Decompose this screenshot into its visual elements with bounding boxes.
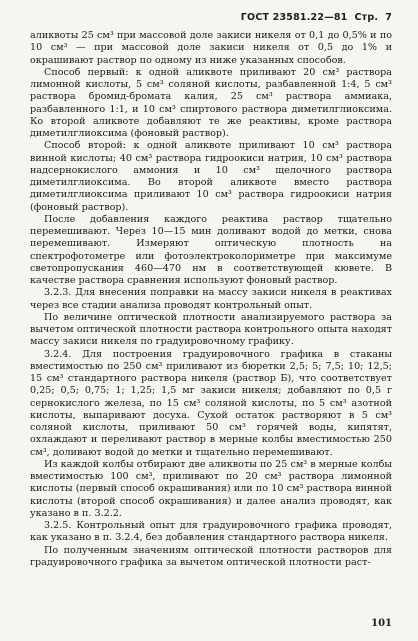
paragraph: 3.2.3. Для внесения поправки на массу закиси никеля в реактивах через все стадии анализа проводят контрольный опыт. (30, 287, 392, 311)
paragraph: По полученным значениям оптической плотности растворов для градуировочного графика за вычетом оптической плотности раст- (30, 544, 392, 568)
paragraph: 3.2.4. Для построения градуировочного графика в стаканы вместимостью по 250 см³ приливают из бюретки 2,5; 5; 7,5; 10; 12,5; 15 см³ стандартного раствора никеля (раствор Б), что соответствует 0,25; 0,5; 0,75; 1; 1,25; 1,5 мг закиси никеля; добавляют по 0,5 г сернокислого железа, по 15 см³ соляной кислоты, по 5 см³ азотной кислоты, выпаривают досуха. Сухой остаток растворяют в 5 см³ соляной кислоты, приливают 50 см³ горячей воды, кипятят, охлаждают и переливают раствор в мерные колбы вместимостью 250 см³, доливают водой до метки и тщательно перемешивают. (30, 348, 392, 458)
header-page-number: 7 (385, 12, 392, 23)
page-number: 101 (371, 618, 392, 629)
paragraph: 3.2.5. Контрольный опыт для градуировочного графика проводят, как указано в п. 3.2.4, без добавления стандартного раствора никеля. (30, 520, 392, 544)
paragraph: По величине оптической плотности анализируемого раствора за вычетом оптической плотности раствора контрольного опыта находят массу закиси никеля по градуировочному графику. (30, 311, 392, 348)
paragraph: Способ первый: к одной аликвоте приливают 20 см³ раствора лимонной кислоты, 5 см³ соляной кислоты, разбавленной 1:4, 5 см³ раствора бромид-бромата калия, 25 см³ раствора аммиака, разбавленного 1:1, и 10 см³ спиртового раствора диметилглиоксима. Ко второй аликвоте добавляют те же реактивы, кроме раствора диметилглиоксима (фоновый раствор). (30, 66, 392, 139)
standard-number: ГОСТ 23581.22—81 (240, 12, 348, 23)
document-body (30, 30, 392, 569)
page-header (30, 12, 392, 23)
paragraph: Из каждой колбы отбирают две аликвоты по 25 см³ в мерные колбы вместимостью 100 см³, приливают по 20 см³ раствора лимонной кислоты (первый способ окрашивания) или по 10 см³ раствора винной кислоты (второй способ окрашивания) и далее анализ проводят, как указано в п. 3.2.2. (30, 458, 392, 519)
page-label: Стр. (354, 12, 379, 23)
paragraph: аликвоты 25 см³ при массовой доле закиси никеля от 0,1 до 0,5% и по 10 см³ — при массовой доле закиси никеля от 0,5 до 1% и окрашивают раствор по одному из ниже указанных способов. (30, 30, 392, 66)
paragraph: Способ второй: к одной аликвоте приливают 10 см³ раствора винной кислоты; 40 см³ раствора гидроокиси натрия, 10 см³ раствора надсернокислого аммония и 10 см³ щелочного раствора диметилглиоксима. Во второй аликвоте вместо раствора диметилглиоксима приливают 10 см³ раствора гидроокиси натрия (фоновый раствор). (30, 140, 392, 213)
paragraph: После добавления каждого реактива раствор тщательно перемешивают. Через 10—15 мин доливают водой до метки, снова перемешивают. Измеряют оптическую плотность на спектрофотометре или фотоэлектроколориметре при максимуме светопропускания 460—470 нм в соответствующей кювете. В качестве раствора сравнения используют фоновый раствор. (30, 213, 392, 286)
